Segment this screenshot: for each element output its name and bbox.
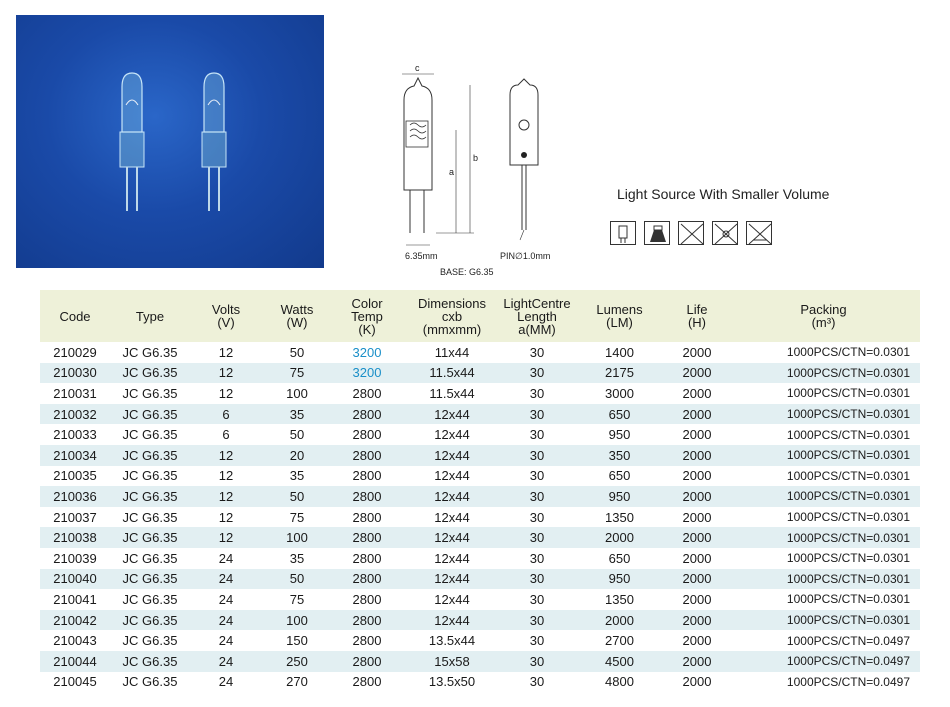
column-header-text: Dimensions <box>418 295 486 311</box>
table-cell: 35 <box>289 550 305 566</box>
table-row <box>40 466 920 487</box>
table-cell: JC G6.35 <box>110 363 190 384</box>
table-cell: 950 <box>572 569 667 590</box>
table-cell: 210034 <box>40 445 110 466</box>
table-cell: 6 <box>222 427 230 443</box>
table-cell: JC G6.35 <box>110 651 190 672</box>
table-cell: 1000PCS/CTN=0.0497 <box>727 651 920 672</box>
column-header-text: LightCentre <box>503 295 571 311</box>
column-header-text: (LM) <box>606 315 633 330</box>
table-cell: 2800 <box>332 651 402 672</box>
table-cell: 1000PCS/CTN=0.0301 <box>727 363 920 384</box>
table-row <box>40 342 920 363</box>
table-cell: 12x44 <box>402 445 502 466</box>
table-cell: 30 <box>502 651 572 672</box>
dimension-diagram <box>380 55 580 285</box>
table-cell: 1000PCS/CTN=0.0497 <box>786 633 910 648</box>
table-cell: 210039 <box>53 550 97 566</box>
table-cell: 2000 <box>667 445 727 466</box>
table-cell: 12x44 <box>434 509 470 525</box>
column-header-text: (W) <box>286 315 308 330</box>
table-cell: 24 <box>218 591 234 607</box>
table-cell: 2000 <box>682 427 712 443</box>
table-cell: 2800 <box>332 486 402 507</box>
table-cell: 30 <box>502 486 572 507</box>
table-cell: JC G6.35 <box>122 344 178 360</box>
table-cell: 12 <box>218 344 234 360</box>
table-cell: 2800 <box>332 610 402 631</box>
table-cell: 75 <box>262 363 332 384</box>
table-cell: 350 <box>572 445 667 466</box>
table-cell: 30 <box>529 633 545 649</box>
feature-subtitle: Light Source With Smaller Volume <box>617 186 830 202</box>
table-cell: 13.5x50 <box>428 674 476 690</box>
table-cell: 2800 <box>332 404 402 425</box>
table-cell: 15x58 <box>402 651 502 672</box>
table-cell: 30 <box>529 550 545 566</box>
table-cell: 150 <box>286 633 308 649</box>
table-cell: 2000 <box>667 651 727 672</box>
table-cell: 12x44 <box>402 569 502 590</box>
spec-table <box>40 290 920 692</box>
table-cell: 12x44 <box>402 404 502 425</box>
table-cell: 2000 <box>667 486 727 507</box>
table-row <box>40 548 920 569</box>
table-cell: 210043 <box>53 633 97 649</box>
column-header <box>502 290 572 342</box>
table-cell: 35 <box>262 404 332 425</box>
table-cell: JC G6.35 <box>110 445 190 466</box>
table-cell: 12x44 <box>434 427 470 443</box>
bulb-image-left <box>120 73 144 211</box>
column-header <box>262 290 332 342</box>
table-row <box>40 363 920 384</box>
table-cell: 210036 <box>40 486 110 507</box>
table-cell: 1000PCS/CTN=0.0301 <box>727 404 920 425</box>
no-enclosed-icon <box>678 221 704 245</box>
table-cell: 2800 <box>332 527 402 548</box>
column-header-text: a(MM) <box>518 321 556 337</box>
table-cell: 12x44 <box>402 610 502 631</box>
table-cell: 210035 <box>53 468 97 484</box>
table-cell: 210031 <box>53 385 97 401</box>
table-row <box>40 672 920 693</box>
table-cell: 2800 <box>352 591 382 607</box>
table-cell: JC G6.35 <box>110 610 190 631</box>
table-cell: JC G6.35 <box>110 527 190 548</box>
table-cell: 1000PCS/CTN=0.0301 <box>727 569 920 590</box>
table-cell: 3200 <box>352 344 382 360</box>
table-cell: 12 <box>190 363 262 384</box>
table-cell: 100 <box>262 610 332 631</box>
dim-pitch-label: 6.35mm <box>405 251 438 261</box>
table-row <box>40 424 920 445</box>
table-cell: 12x44 <box>434 468 470 484</box>
table-cell: 30 <box>502 610 572 631</box>
no-cover-icon <box>712 221 738 245</box>
table-cell: 2000 <box>667 610 727 631</box>
table-cell: 2000 <box>682 633 712 649</box>
table-cell: 2000 <box>682 468 712 484</box>
table-header-row <box>40 290 920 342</box>
table-cell: 6 <box>190 404 262 425</box>
dim-b-label: b <box>473 153 479 163</box>
table-cell: 210042 <box>40 610 110 631</box>
table-cell: 24 <box>190 569 262 590</box>
pin-label: PIN∅1.0mm <box>500 251 551 261</box>
column-header <box>40 290 110 342</box>
column-header <box>110 290 190 342</box>
table-row <box>40 569 920 590</box>
table-cell: 210044 <box>40 651 110 672</box>
table-cell: 210045 <box>53 674 97 690</box>
column-header-text: (m³) <box>811 315 836 330</box>
table-cell: 1000PCS/CTN=0.0301 <box>727 610 920 631</box>
table-cell: 1000PCS/CTN=0.0301 <box>786 386 910 401</box>
table-cell: 210030 <box>40 363 110 384</box>
table-cell: 1000PCS/CTN=0.0301 <box>727 486 920 507</box>
table-cell: 2000 <box>682 591 712 607</box>
table-cell: JC G6.35 <box>122 674 178 690</box>
table-cell: 11x44 <box>434 344 470 360</box>
table-cell: 1000PCS/CTN=0.0301 <box>786 592 910 607</box>
table-cell: JC G6.35 <box>122 509 178 525</box>
table-cell: 100 <box>286 385 308 401</box>
table-cell: 2700 <box>605 633 634 649</box>
table-cell: 30 <box>529 344 545 360</box>
table-cell: 30 <box>529 385 545 401</box>
table-cell: 2000 <box>682 550 712 566</box>
table-cell: 2800 <box>352 633 382 649</box>
table-cell: 2800 <box>332 445 402 466</box>
table-row <box>40 507 920 528</box>
table-cell: 24 <box>190 610 262 631</box>
table-cell: 24 <box>190 651 262 672</box>
table-cell: 2000 <box>572 610 667 631</box>
table-cell: 2800 <box>352 674 382 690</box>
table-cell: 950 <box>608 427 631 443</box>
table-cell: 1350 <box>605 591 634 607</box>
table-cell: 24 <box>218 550 234 566</box>
table-cell: 1000PCS/CTN=0.0497 <box>786 674 910 689</box>
column-header-text: cxb <box>441 308 463 324</box>
table-cell: JC G6.35 <box>122 633 178 649</box>
table-cell: 2175 <box>572 363 667 384</box>
table-cell: 210033 <box>53 427 97 443</box>
table-row <box>40 630 920 651</box>
table-cell: 13.5x44 <box>428 633 476 649</box>
table-cell: 2800 <box>352 385 382 401</box>
table-cell: 24 <box>218 674 234 690</box>
table-cell: 30 <box>529 591 545 607</box>
table-cell: JC G6.35 <box>110 486 190 507</box>
table-cell: 12x44 <box>434 591 470 607</box>
table-cell: 20 <box>262 445 332 466</box>
table-cell: 1000PCS/CTN=0.0301 <box>786 427 910 442</box>
table-cell: 210032 <box>40 404 110 425</box>
table-cell: 12x44 <box>402 527 502 548</box>
bulb-shape-icon <box>610 221 636 245</box>
column-header-text: Color <box>351 295 383 311</box>
table-cell: 30 <box>529 509 545 525</box>
table-cell: 2000 <box>682 385 712 401</box>
table-cell: 270 <box>286 674 308 690</box>
table-cell: 12x44 <box>402 486 502 507</box>
table-cell: 2800 <box>352 427 382 443</box>
product-photo <box>16 15 324 268</box>
table-cell: 11.5x44 <box>429 385 475 401</box>
dim-a-label: a <box>449 167 455 177</box>
table-cell: 210037 <box>53 509 97 525</box>
table-cell: 3000 <box>605 385 634 401</box>
table-row <box>40 651 920 672</box>
no-sensor-icon <box>746 221 772 245</box>
column-header <box>727 290 920 342</box>
column-header-text: Lumens <box>596 302 643 317</box>
table-cell: 12 <box>190 527 262 548</box>
table-cell: 2000 <box>667 363 727 384</box>
table-cell: 50 <box>262 569 332 590</box>
table-cell: JC G6.35 <box>122 427 178 443</box>
column-header <box>402 290 502 342</box>
table-cell: 30 <box>502 363 572 384</box>
column-header <box>667 290 727 342</box>
column-header <box>190 290 262 342</box>
table-cell: 12x44 <box>434 550 470 566</box>
table-cell: JC G6.35 <box>122 550 178 566</box>
table-cell: 250 <box>262 651 332 672</box>
table-row <box>40 445 920 466</box>
column-header <box>332 290 402 342</box>
table-cell: 11.5x44 <box>402 363 502 384</box>
table-cell: 1000PCS/CTN=0.0301 <box>786 510 910 525</box>
table-cell: 950 <box>572 486 667 507</box>
table-cell: 4500 <box>572 651 667 672</box>
column-header-text: Watts <box>280 302 314 317</box>
table-cell: 30 <box>502 569 572 590</box>
table-cell: 12 <box>218 468 234 484</box>
table-cell: 2000 <box>667 404 727 425</box>
table-cell: 2000 <box>667 569 727 590</box>
table-cell: JC G6.35 <box>122 385 178 401</box>
table-cell: 650 <box>608 468 631 484</box>
table-cell: 2000 <box>682 344 712 360</box>
table-row <box>40 589 920 610</box>
table-cell: 35 <box>289 468 305 484</box>
table-cell: 30 <box>529 674 545 690</box>
column-header-text: Code <box>59 308 91 324</box>
table-cell: 30 <box>529 427 545 443</box>
bulb-image-right <box>202 73 226 211</box>
table-cell: 12 <box>218 509 234 525</box>
table-cell: JC G6.35 <box>110 404 190 425</box>
column-header-text: Volts <box>211 302 241 317</box>
table-cell: 24 <box>218 633 234 649</box>
table-cell: 75 <box>289 509 305 525</box>
table-cell: 50 <box>262 486 332 507</box>
table-cell: 75 <box>289 591 305 607</box>
dim-c-label: c <box>415 63 420 73</box>
column-header-text: Type <box>135 308 165 324</box>
table-cell: 2000 <box>667 527 727 548</box>
table-cell: JC G6.35 <box>122 591 178 607</box>
table-row <box>40 404 920 425</box>
table-cell: 1000PCS/CTN=0.0301 <box>727 445 920 466</box>
table-cell: 2000 <box>682 509 712 525</box>
table-cell: 50 <box>289 344 305 360</box>
column-header-text: Temp <box>351 308 383 324</box>
table-cell: JC G6.35 <box>122 468 178 484</box>
table-cell: 1000PCS/CTN=0.0301 <box>727 527 920 548</box>
table-cell: 3200 <box>332 363 402 384</box>
column-header-text: Length <box>517 308 557 324</box>
table-cell: 1350 <box>605 509 634 525</box>
dimmer-icon <box>644 221 670 245</box>
feature-icons <box>610 221 772 245</box>
table-cell: 30 <box>529 468 545 484</box>
table-cell: 1000PCS/CTN=0.0301 <box>786 468 910 483</box>
column-header-text: Life <box>686 302 708 317</box>
column-header-text: (H) <box>687 315 707 330</box>
table-cell: 1400 <box>605 344 634 360</box>
table-cell: JC G6.35 <box>110 569 190 590</box>
table-cell: 100 <box>262 527 332 548</box>
table-cell: 210041 <box>53 591 97 607</box>
column-header-text: (V) <box>217 315 235 330</box>
table-cell: 210038 <box>40 527 110 548</box>
table-row <box>40 527 920 548</box>
table-cell: 2800 <box>352 509 382 525</box>
table-cell: 30 <box>502 527 572 548</box>
table-row <box>40 383 920 404</box>
table-cell: 1000PCS/CTN=0.0301 <box>786 551 910 566</box>
column-header-text: Packing <box>800 302 847 317</box>
table-cell: 1000PCS/CTN=0.0301 <box>786 345 910 360</box>
table-cell: 12 <box>218 385 234 401</box>
table-cell: 210040 <box>40 569 110 590</box>
table-cell: 4800 <box>605 674 634 690</box>
table-cell: 50 <box>289 427 305 443</box>
column-header-text: (K) <box>358 321 376 337</box>
table-cell: 2800 <box>352 550 382 566</box>
table-cell: 650 <box>572 404 667 425</box>
table-cell: 30 <box>502 445 572 466</box>
table-cell: 2800 <box>332 569 402 590</box>
table-cell: 2800 <box>352 468 382 484</box>
column-header-text: (mmxmm) <box>422 321 482 337</box>
table-cell: 30 <box>502 404 572 425</box>
table-cell: 12 <box>190 445 262 466</box>
table-cell: 12 <box>190 486 262 507</box>
table-cell: 2000 <box>572 527 667 548</box>
table-cell: 210029 <box>53 344 97 360</box>
table-cell: 650 <box>608 550 631 566</box>
base-label: BASE: G6.35 <box>440 267 494 277</box>
table-cell: 2000 <box>682 674 712 690</box>
table-row <box>40 486 920 507</box>
column-header <box>572 290 667 342</box>
table-row <box>40 610 920 631</box>
